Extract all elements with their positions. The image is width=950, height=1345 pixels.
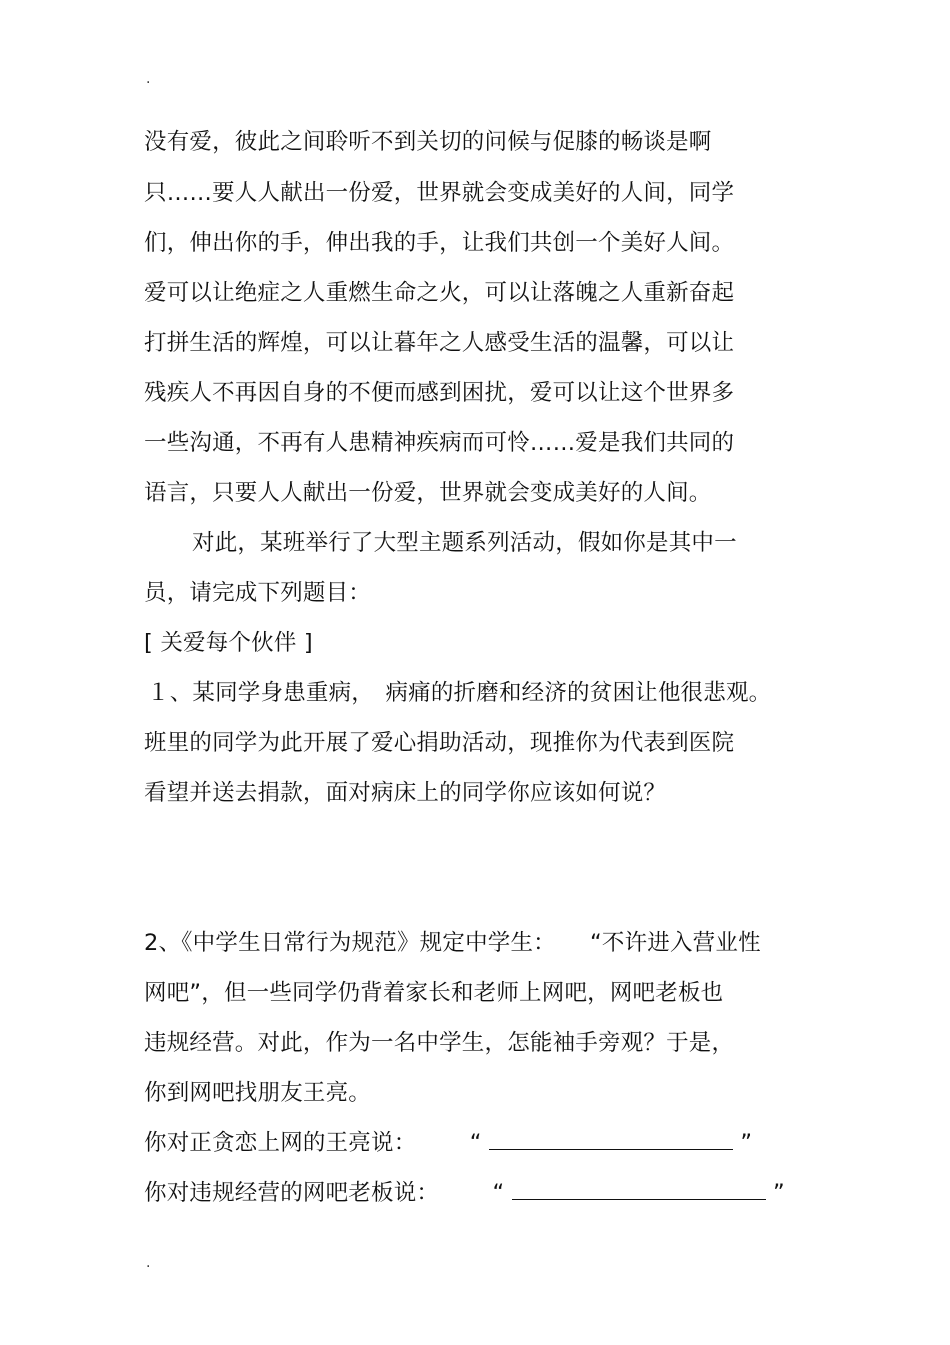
body-line: 打拼生活的辉煌，可以让暮年之人感受生活的温馨，可以让 [144, 330, 735, 356]
question-1-line: １、某同学身患重病， 病痛的折磨和经济的贫困让他很悲观。 [147, 680, 772, 706]
open-quote: “ [492, 1180, 505, 1206]
answer-blank-2[interactable] [512, 1181, 766, 1200]
body-line: 没有爱，彼此之间聆听不到关切的问候与促膝的畅谈是啊 [144, 129, 712, 155]
open-quote: “ [469, 1130, 482, 1156]
body-line: 们，伸出你的手，伸出我的手，让我们共创一个美好人间。 [144, 230, 735, 256]
section-heading: [ 关爱每个伙伴 ] [144, 630, 313, 656]
question-2-line: 2、《中学生日常行为规范》规定中学生： “不许进入营业性 [144, 930, 761, 956]
close-quote: ” [773, 1180, 785, 1206]
body-line: 残疾人不再因自身的不便而感到困扰，爱可以让这个世界多 [144, 380, 735, 406]
body-line: 语言，只要人人献出一份爱，世界就会变成美好的人间。 [144, 480, 712, 506]
prompt-text: 你对正贪恋上网的王亮说： [144, 1130, 417, 1156]
top-page-marker: . [146, 71, 151, 87]
answer-prompt-wangliang [144, 1128, 752, 1158]
question-2-line: 违规经营。对此，作为一名中学生，怎能袖手旁观？于是， [144, 1030, 735, 1056]
body-line: 爱可以让绝症之人重燃生命之火，可以让落魄之人重新奋起 [144, 280, 735, 306]
question-1-line: 班里的同学为此开展了爱心捐助活动，现推你为代表到医院 [144, 730, 735, 756]
question-1-line: 看望并送去捐款，面对病床上的同学你应该如何说？ [144, 780, 667, 806]
body-line: 只……要人人献出一份爱，世界就会变成美好的人间，同学 [144, 180, 735, 206]
question-2-line: 你到网吧找朋友王亮。 [144, 1080, 372, 1106]
prompt-text: 你对违规经营的网吧老板说： [144, 1180, 440, 1206]
body-line: 一些沟通，不再有人患精神疾病而可怜……爱是我们共同的 [144, 430, 735, 456]
answer-blank-1[interactable] [489, 1131, 733, 1150]
activity-intro-line: 员，请完成下列题目： [144, 580, 372, 606]
bottom-page-marker: . [146, 1255, 151, 1271]
answer-prompt-owner [144, 1178, 785, 1208]
activity-intro-line: 对此，某班举行了大型主题系列活动，假如你是其中一 [192, 530, 737, 556]
question-2-line: 网吧”，但一些同学仍背着家长和老师上网吧，网吧老板也 [144, 980, 724, 1006]
close-quote: ” [740, 1130, 753, 1156]
